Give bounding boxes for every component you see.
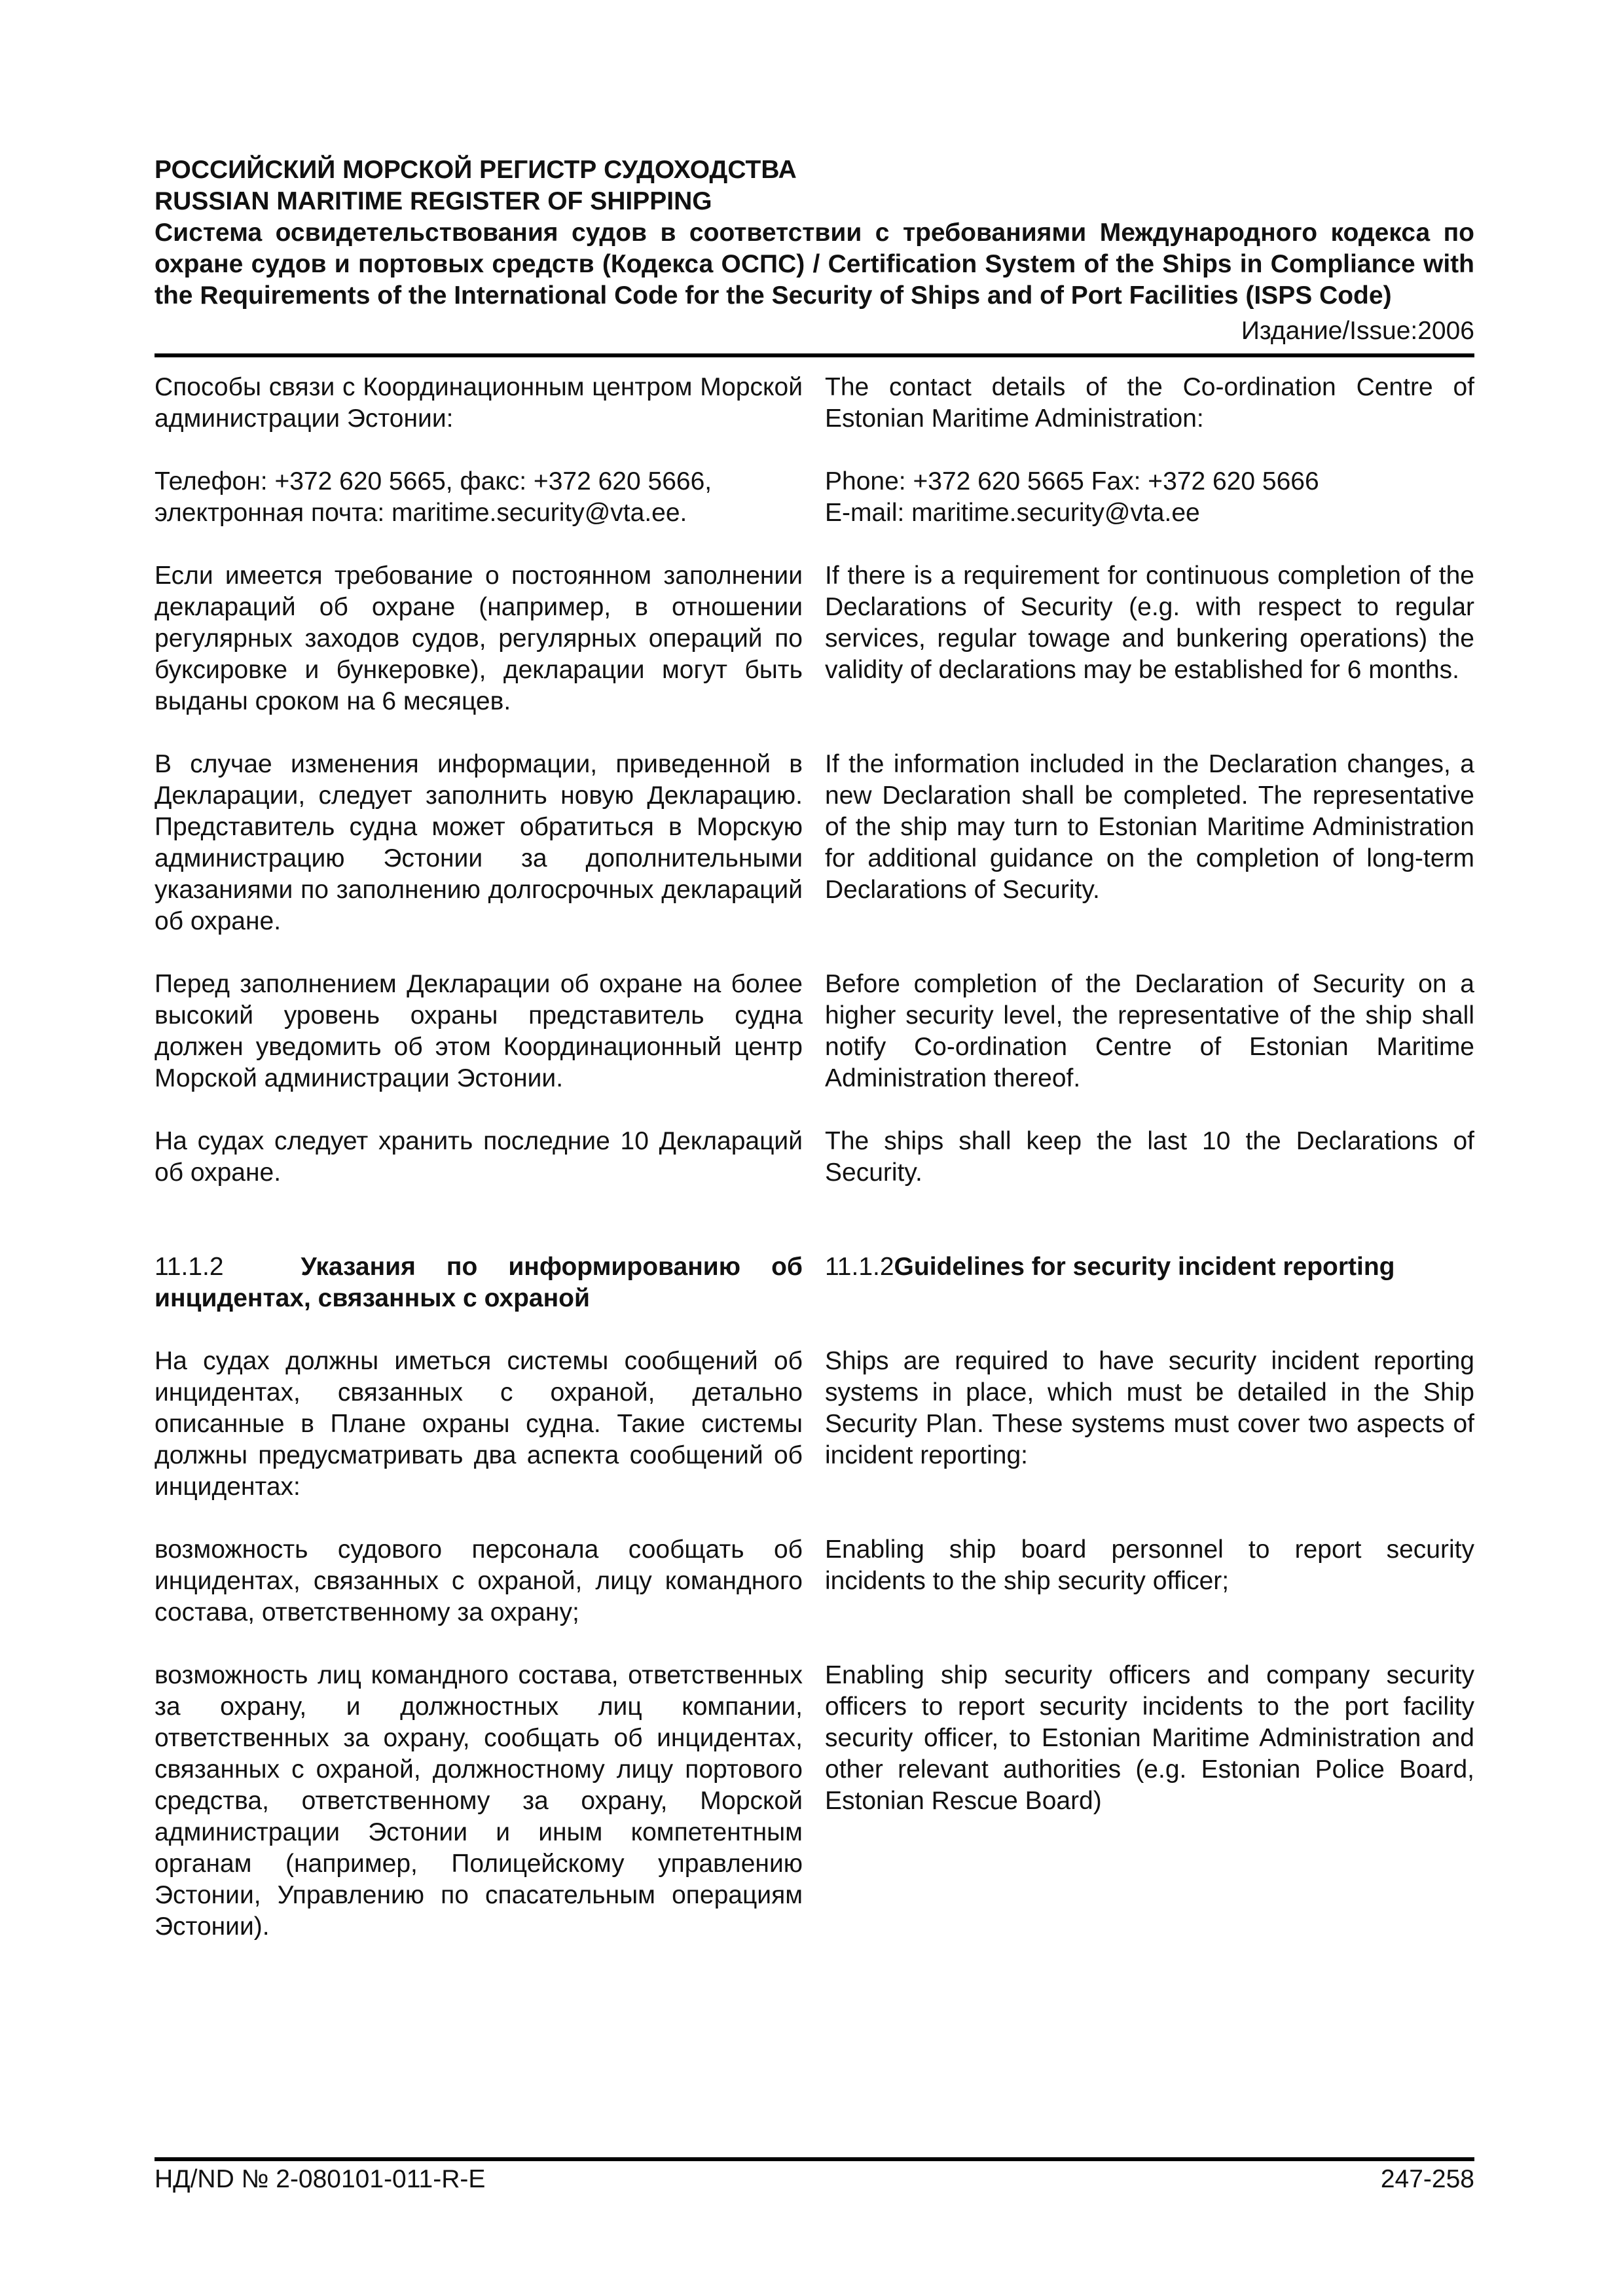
russian-text: На судах должны иметься системы сообщений об инцидентах, связанных с охраной, детально описанные в Плане охраны судна. Такие системы должны предусматривать два аспекта сообщений об инцидентах: (155, 1347, 803, 1501)
russian-text: Если имеется требование о постоянном заполнении деклараций об охране (например, в отношении регулярных заходов судов, регулярных операций по буксировке и бункеровке), декларации могут быть выданы сроком на 6 месяцев. (155, 562, 803, 715)
header-divider (155, 353, 1474, 357)
document-page (155, 154, 1474, 1974)
russian-text: На судах следует хранить последние 10 Деклараций об охране. (155, 1127, 803, 1187)
page-range: 247-258 (1380, 2165, 1474, 2193)
section-title-ru: Указания по информированию об инцидентах, связанных с охраной (155, 1253, 803, 1312)
text-row (155, 1346, 1474, 1503)
footer-divider (155, 2157, 1474, 2161)
russian-text: Телефон: +372 620 5665, факс: +372 620 5666, электронная почта: maritime.security@vta.ee. (155, 467, 712, 527)
register-title-ru: РОССИЙСКИЙ МОРСКОЙ РЕГИСТР СУДОХОДСТВА (155, 156, 797, 184)
section-title-en: Guidelines for security incident reporting (894, 1253, 1395, 1281)
register-title-en: RUSSIAN MARITIME REGISTER OF SHIPPING (155, 187, 712, 215)
document-number: НД/ND № 2-080101-011-R-E (155, 2165, 486, 2193)
text-row (155, 1660, 1474, 1943)
edition-label: Издание/Issue:2006 (1241, 317, 1474, 345)
english-text: Enabling ship board personnel to report security incidents to the ship security officer; (825, 1535, 1474, 1595)
text-row (155, 560, 1474, 717)
system-subtitle: Система освидетельствования судов в соответствии с требованиями Международного кодекса по охране судов и портовых средств (Кодекса ОСПС) / Certification System of the Ships in Compliance with the Requirements of the International Code for the Security of Ships and of Port Facilities (ISPS Code) (155, 219, 1474, 310)
english-text: Before completion of the Declaration of Security on a higher security level, the representative of the ship shall notify Co-ordination Centre of Estonian Maritime Administration thereof. (825, 970, 1474, 1092)
russian-text: В случае изменения информации, приведенной в Декларации, следует заполнить новую Декларацию. Представитель судна может обратиться в Морскую администрацию Эстонии за дополнительными указаниями по заполнению долгосрочных деклараций об охране. (155, 750, 803, 935)
russian-text: возможность лиц командного состава, ответственных за охрану, и должностных лиц компании, ответственных за охрану, сообщать об инцидентах, связанных с охраной, должностному лицу портового средства, ответственному за охрану, Морской администрации Эстонии и иным компетентным органам (например, Полицейскому управлению Эстонии, Управлению по спасательным операциям Эстонии). (155, 1661, 803, 1941)
english-text: The contact details of the Co-ordination Centre of Estonian Maritime Administration: (825, 373, 1474, 433)
english-text: Enabling ship security officers and company security officers to report security incidents to the port facility security officer, to Estonian Maritime Administration and other relevant authorities (e.g. Estonian Police Board, Estonian Rescue Board) (825, 1661, 1474, 1815)
section-heading-ru (155, 1220, 803, 1314)
english-text: Ships are required to have security incident reporting systems in place, which must be detailed in the Ship Security Plan. These systems must cover two aspects of incident reporting: (825, 1347, 1474, 1469)
russian-text: Перед заполнением Декларации об охране на более высокий уровень охраны представитель судна должен уведомить об этом Координационный центр Морской администрации Эстонии. (155, 970, 803, 1092)
russian-text: возможность судового персонала сообщать об инцидентах, связанных с охраной, лицу командного состава, ответственному за охрану; (155, 1535, 803, 1626)
english-text: If the information included in the Declaration changes, a new Declaration shall be completed. The representative of the ship may turn to Estonian Maritime Administration for additional guidance on the completion of long-term Declarations of Security. (825, 750, 1474, 904)
english-text: If there is a requirement for continuous completion of the Declarations of Security (e.g. with respect to regular services, regular towage and bunkering operations) the validity of declarations may be established for 6 months. (825, 562, 1474, 684)
section-number-en: 11.1.2 (825, 1253, 894, 1281)
section-heading-row (155, 1220, 1474, 1314)
text-row (155, 749, 1474, 937)
english-text: Phone: +372 620 5665 Fax: +372 620 5666 E-mail: maritime.security@vta.ee (825, 467, 1319, 527)
russian-text: Способы связи с Координационным центром Морской администрации Эстонии: (155, 373, 803, 433)
text-row (155, 969, 1474, 1094)
page-footer (155, 2157, 1474, 2195)
section-number-ru: 11.1.2 (155, 1253, 224, 1281)
english-text: The ships shall keep the last 10 the Declarations of Security. (825, 1127, 1474, 1187)
text-row (155, 466, 1474, 529)
footer-row (155, 2164, 1474, 2195)
text-row (155, 1126, 1474, 1189)
bilingual-content (155, 372, 1474, 1943)
text-row (155, 1534, 1474, 1628)
section-heading-en (825, 1220, 1474, 1314)
text-row (155, 372, 1474, 435)
